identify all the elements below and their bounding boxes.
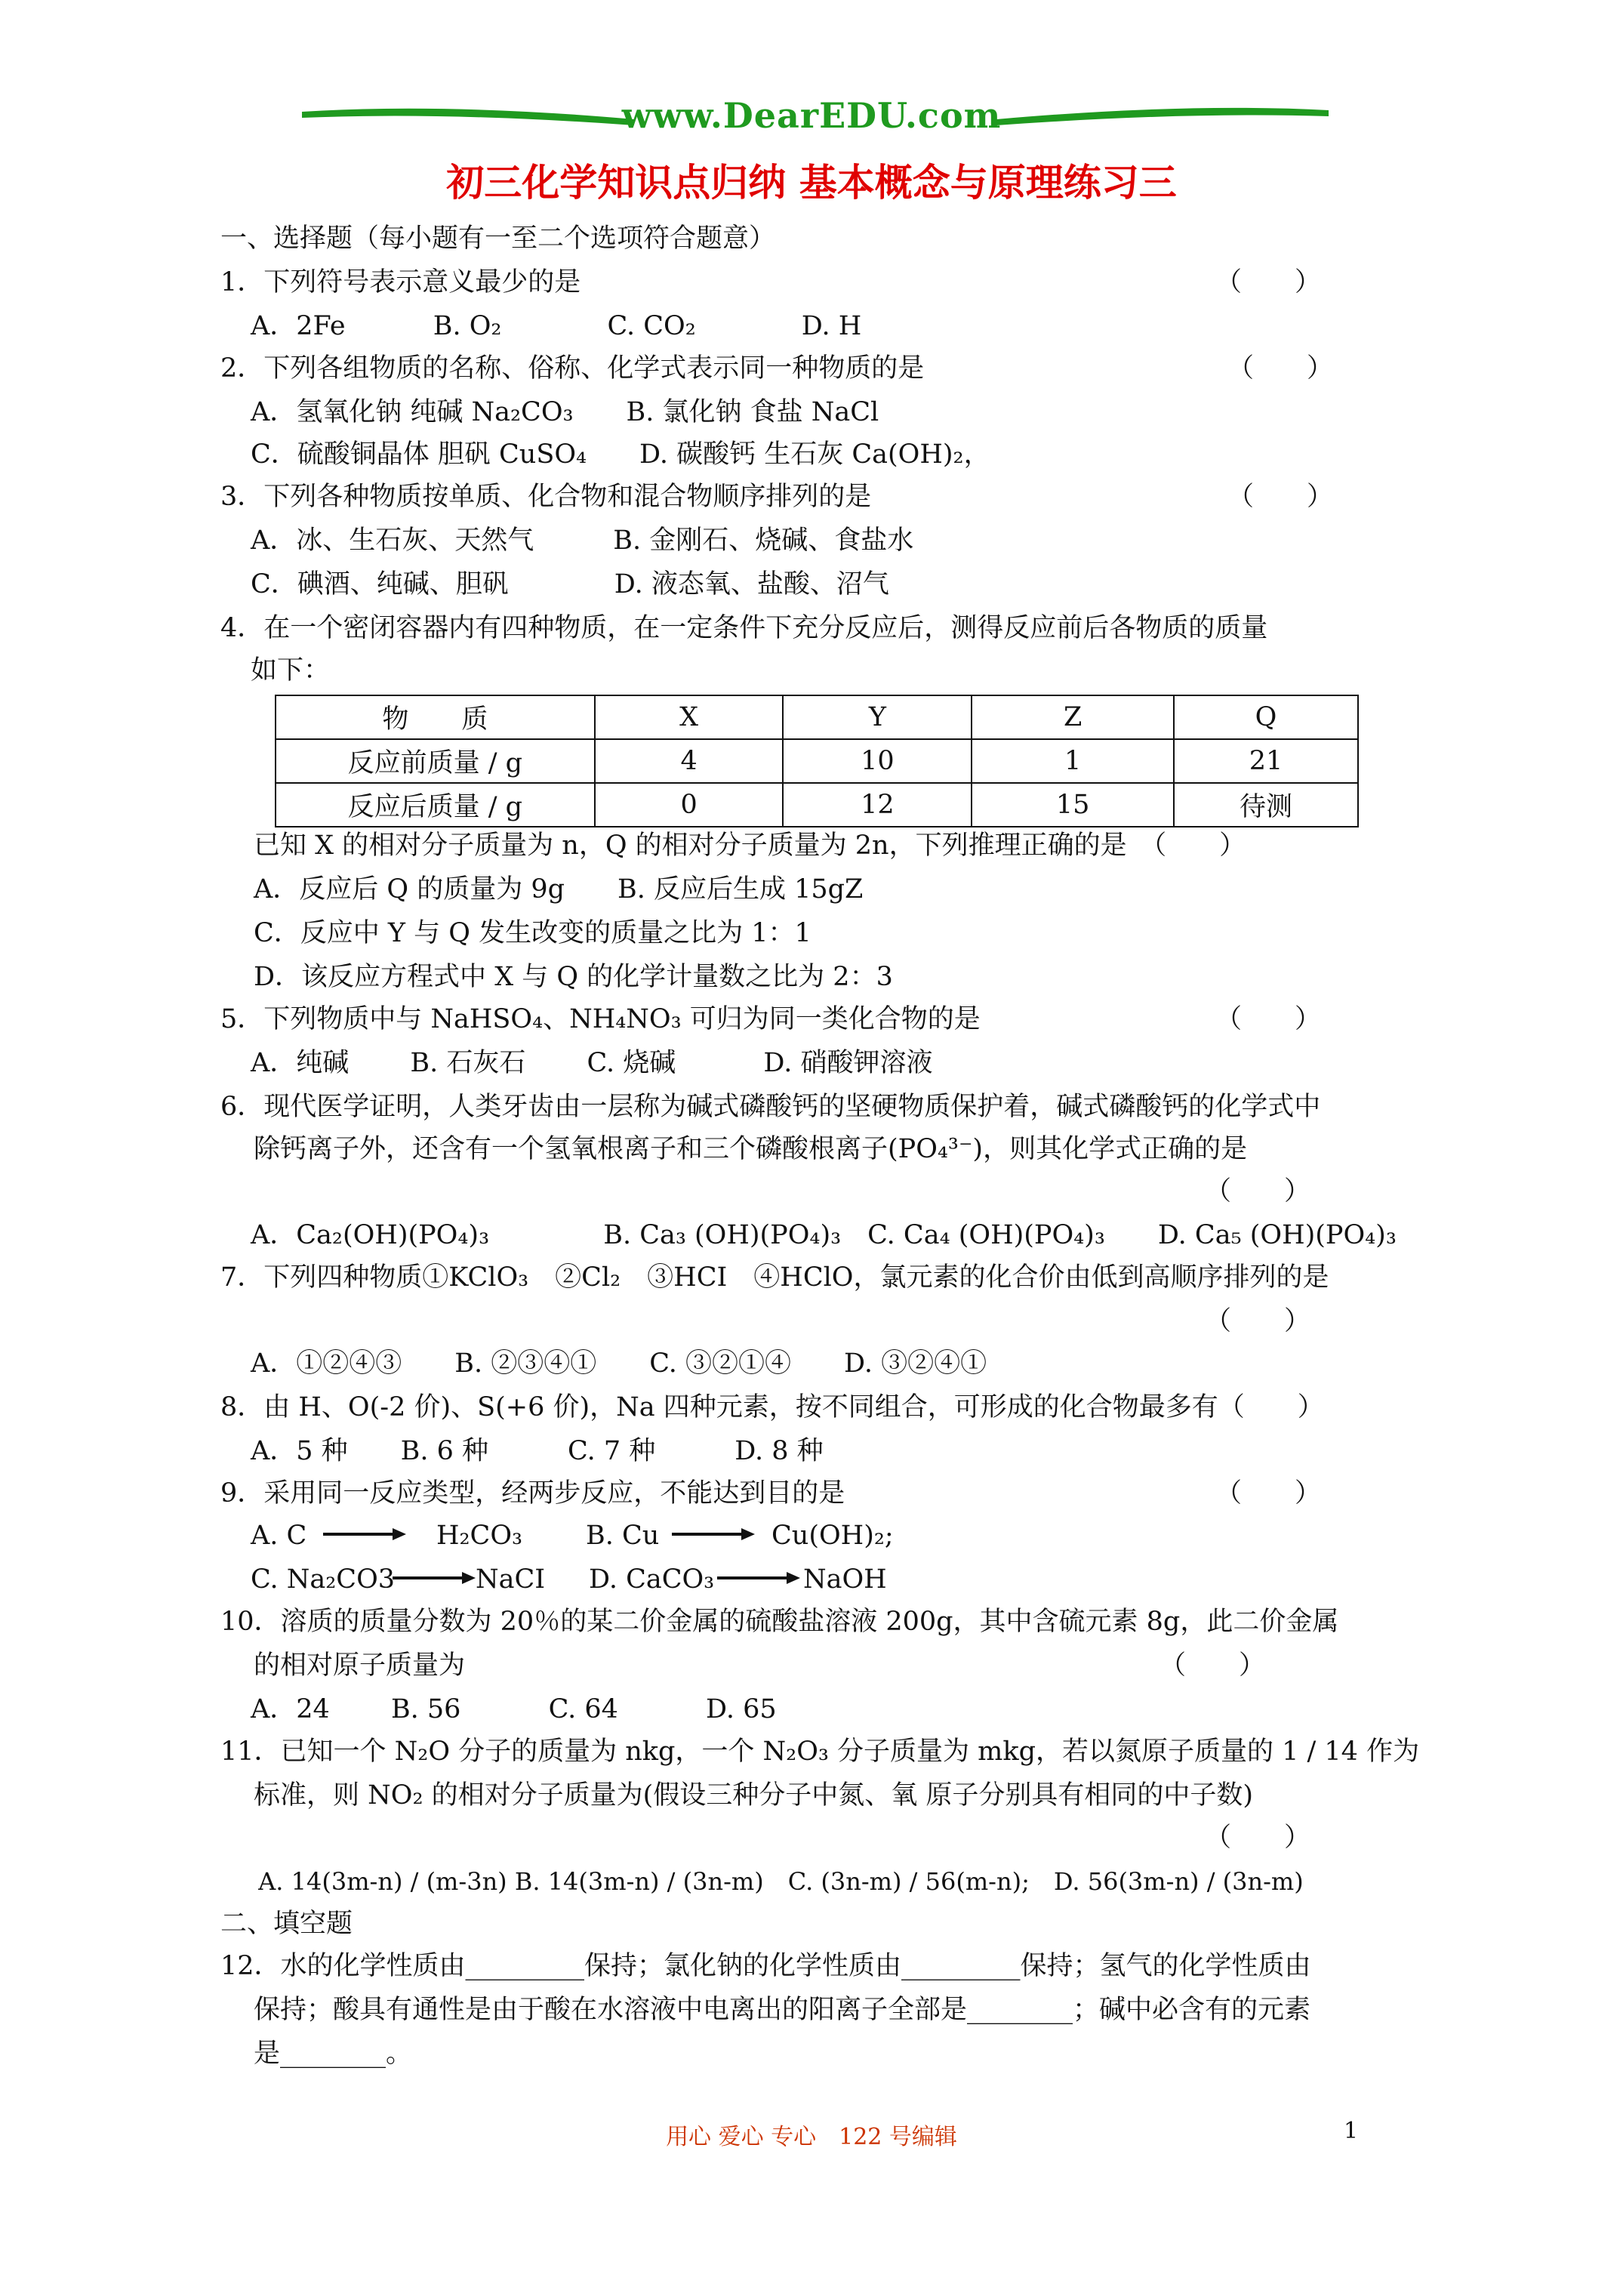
table-cell: 反应前质量 / g	[276, 739, 595, 783]
option-text: Cu(OH)₂;	[771, 1521, 894, 1551]
section-heading: 二、填空题	[220, 1909, 353, 1939]
answer-bracket: （ ）	[1205, 1176, 1311, 1207]
option-text: NaOH	[803, 1564, 887, 1595]
table-row	[276, 783, 1358, 827]
reaction-arrow-icon	[717, 1570, 800, 1586]
question-options: A．5 种 B. 6 种 C. 7 种 D. 8 种	[251, 1436, 824, 1466]
question-text: 标准，则 NO₂ 的相对分子质量为(假设三种分子中氮、氧 原子分别具有相同的中子数)	[254, 1780, 1254, 1811]
question-options: A．冰、生石灰、天然气 B. 金刚石、烧碱、食盐水	[251, 525, 914, 556]
table-cell: 4	[595, 739, 784, 783]
table-cell: Y	[783, 695, 972, 739]
question-options: A．纯碱 B. 石灰石 C. 烧碱 D. 硝酸钾溶液	[251, 1048, 933, 1078]
question-3: 3．下列各种物质按单质、化合物和混合物顺序排列的是	[220, 482, 872, 512]
table-row	[276, 739, 1358, 783]
option-text: D. CaCO₃	[589, 1564, 715, 1595]
section-heading: 一、选择题（每小题有一至二个选项符合题意）	[220, 223, 776, 254]
answer-bracket: （ ）	[1160, 1650, 1266, 1681]
question-8: 8．由 H、O(-2 价)、S(+6 价)，Na 四种元素，按不同组合，可形成的化合物最多有（ ）	[220, 1392, 1324, 1422]
answer-bracket: （ ）	[1205, 1823, 1311, 1853]
option-text: A. C	[251, 1521, 307, 1551]
table-cell: 反应后质量 / g	[276, 783, 595, 827]
table-cell: 21	[1174, 739, 1358, 783]
question-options: C．硫酸铜晶体 胆矾 CuSO₄ D. 碳酸钙 生石灰 Ca(OH)₂，	[251, 439, 990, 470]
question-6: 6．现代医学证明，人类牙齿由一层称为碱式磷酸钙的坚硬物质保护着，碱式磷酸钙的化学式中	[220, 1092, 1321, 1122]
question-options: A. 14(3m-n) / (m-3n) B. 14(3m-n) / (3n-m) C. (3n-m) / 56(m-n); D. 56(3m-n) / (3n-m)	[251, 1867, 1304, 1896]
reaction-arrow-icon	[672, 1527, 755, 1542]
question-options: C．反应中 Y 与 Q 发生改变的质量之比为 1：1	[254, 918, 812, 948]
question-4: 4．在一个密闭容器内有四种物质，在一定条件下充分反应后，测得反应前后各物质的质量	[220, 613, 1268, 643]
table-cell: X	[595, 695, 784, 739]
footer-text: 用心 爱心 专心 122 号编辑	[666, 2124, 957, 2150]
table-cell: 待测	[1174, 783, 1358, 827]
answer-bracket: （ ）	[1205, 1306, 1311, 1336]
question-options: A．氢氧化钠 纯碱 Na₂CO₃ B. 氯化钠 食盐 NaCl	[251, 397, 879, 427]
mass-table	[275, 695, 1359, 827]
question-options: D．该反应方程式中 X 与 Q 的化学计量数之比为 2：3	[254, 962, 893, 992]
page-title: 初三化学知识点归纳 基本概念与原理练习三	[446, 160, 1177, 205]
question-text: 保持；酸具有通性是由于酸在水溶液中电离出的阳离子全部是________；碱中必含有的元素	[254, 1995, 1311, 2025]
table-cell: 10	[783, 739, 972, 783]
question-options: A．2Fe B. O₂ C. CO₂ D. H	[251, 311, 862, 341]
question-7: 7．下列四种物质①KClO₃ ②Cl₂ ③HCI ④HClO，氯元素的化合价由低到高顺序排列的是	[220, 1262, 1329, 1293]
answer-bracket: （ ）	[1215, 1478, 1322, 1509]
question-text: 除钙离子外，还含有一个氢氧根离子和三个磷酸根离子(PO₄³⁻)，则其化学式正确的是	[254, 1134, 1248, 1164]
table-header-row	[276, 695, 1358, 739]
question-1: 1．下列符号表示意义最少的是	[220, 267, 581, 297]
page-number: 1	[1344, 2118, 1359, 2144]
question-2: 2．下列各组物质的名称、俗称、化学式表示同一种物质的是	[220, 353, 925, 384]
table-cell: 1	[972, 739, 1174, 783]
answer-bracket: （ ）	[1227, 482, 1334, 512]
site-banner: www.DearEDU.com	[621, 95, 1002, 136]
option-text: NaCI	[476, 1564, 546, 1595]
answer-bracket: （ ）	[1215, 267, 1322, 297]
question-12: 12．水的化学性质由_________保持；氯化钠的化学性质由_________保持；氢气的化学性质由	[220, 1951, 1311, 1981]
table-cell: Z	[972, 695, 1174, 739]
question-options: C．碘酒、纯碱、胆矾 D. 液态氧、盐酸、沼气	[251, 569, 889, 599]
question-9: 9．采用同一反应类型，经两步反应，不能达到目的是	[220, 1478, 845, 1509]
reaction-arrow-icon	[323, 1527, 406, 1542]
table-cell: 12	[783, 783, 972, 827]
answer-bracket: （ ）	[1215, 1004, 1322, 1034]
question-text: 的相对原子质量为	[254, 1650, 466, 1681]
question-options: A．24 B. 56 C. 64 D. 65	[251, 1694, 777, 1724]
question-options: A．①②④③ B. ②③④① C. ③②①④ D. ③②④①	[251, 1348, 987, 1379]
question-11: 11．已知一个 N₂O 分子的质量为 nkg，一个 N₂O₃ 分子质量为 mkg，若以氮原子质量的 1 / 14 作为	[220, 1737, 1420, 1767]
option-text: H₂CO₃	[436, 1521, 523, 1551]
question-text: 如下：	[251, 655, 331, 686]
option-text: B. Cu	[586, 1521, 660, 1551]
table-cell: 15	[972, 783, 1174, 827]
question-options: A．反应后 Q 的质量为 9g B. 反应后生成 15gZ	[254, 874, 864, 905]
question-10: 10．溶质的质量分数为 20％的某二价金属的硫酸盐溶液 200g，其中含硫元素 8g，此二价金属	[220, 1607, 1339, 1637]
question-options: A．Ca₂(OH)(PO₄)₃ B. Ca₃ (OH)(PO₄)₃ C. Ca₄ (OH)(PO₄)₃ D. Ca₅ (OH)(PO₄)₃	[251, 1220, 1397, 1250]
question-text: 已知 X 的相对分子质量为 n，Q 的相对分子质量为 2n，下列推理正确的是 （ ）	[254, 831, 1246, 861]
question-5: 5．下列物质中与 NaHSO₄、NH₄NO₃ 可归为同一类化合物的是	[220, 1004, 981, 1034]
question-text: 是________。	[254, 2039, 413, 2069]
reaction-arrow-icon	[393, 1570, 476, 1586]
table-cell: 物 质	[276, 695, 595, 739]
answer-bracket: （ ）	[1227, 353, 1334, 384]
option-text: C. Na₂CO3	[251, 1564, 396, 1595]
table-cell: Q	[1174, 695, 1358, 739]
table-cell: 0	[595, 783, 784, 827]
